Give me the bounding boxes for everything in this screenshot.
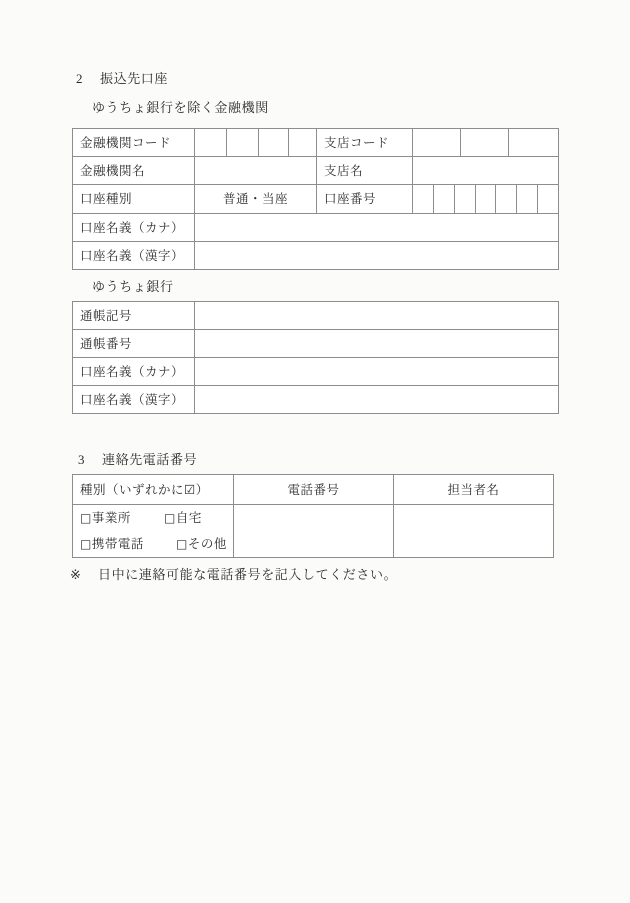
section-2-title: 振込先口座 [100, 71, 169, 86]
bank-account-table [72, 128, 559, 270]
checkbox-icon: □ [80, 511, 92, 525]
table-row [73, 505, 554, 558]
input-bank-code-3[interactable] [259, 129, 289, 157]
label-bank-name: 金融機関名 [73, 157, 195, 185]
input-account-number-4[interactable] [475, 185, 496, 213]
input-account-number-5[interactable] [496, 185, 517, 213]
note-mark-icon: ※ [70, 567, 82, 582]
header-person: 担当者名 [394, 475, 554, 505]
section-3-number: 3 [78, 452, 86, 467]
input-account-number-1[interactable] [413, 185, 434, 213]
input-jp-account-holder-kanji[interactable] [195, 386, 559, 414]
input-account-number-2[interactable] [434, 185, 455, 213]
input-passbook-symbol[interactable] [195, 302, 559, 330]
input-passbook-number[interactable] [195, 330, 559, 358]
kind-options-cell [73, 505, 234, 558]
input-branch-code-1[interactable] [413, 129, 461, 157]
label-passbook-symbol: 通帳記号 [73, 302, 195, 330]
table-row [73, 330, 559, 358]
header-phone: 電話番号 [234, 475, 394, 505]
input-account-number-7[interactable] [537, 185, 558, 213]
input-branch-code-3[interactable] [509, 129, 559, 157]
label-account-holder-kana: 口座名義（カナ） [73, 214, 195, 242]
table-row [73, 129, 559, 157]
input-account-holder-kana[interactable] [195, 214, 559, 242]
checkbox-icon: □ [176, 537, 188, 551]
checkbox-option-home[interactable] [164, 505, 202, 531]
input-phone-number[interactable] [234, 505, 394, 558]
contact-phone-table [72, 474, 554, 558]
input-account-number-6[interactable] [517, 185, 538, 213]
input-bank-name[interactable] [195, 157, 317, 185]
label-jp-account-holder-kanji: 口座名義（漢字） [73, 386, 195, 414]
checkbox-icon: □ [164, 511, 176, 525]
input-bank-code-1[interactable] [195, 129, 227, 157]
section-2-number: 2 [76, 71, 84, 86]
section-3-heading [78, 451, 197, 469]
checkbox-option-office[interactable] [80, 505, 164, 531]
input-account-number-3[interactable] [454, 185, 475, 213]
label-branch-name: 支店名 [317, 157, 413, 185]
table-row [73, 157, 559, 185]
kind-options-row-1 [80, 505, 233, 531]
table-row [73, 214, 559, 242]
input-branch-code-2[interactable] [461, 129, 509, 157]
table-row [73, 302, 559, 330]
checkbox-label-other: その他 [187, 537, 227, 551]
checkbox-option-other[interactable] [176, 531, 227, 557]
kind-options-row-2 [80, 531, 233, 557]
contact-note [70, 566, 397, 584]
bank-subtitle: ゆうちょ銀行を除く金融機関 [92, 100, 269, 115]
checkbox-label-office: 事業所 [91, 511, 131, 525]
note-text: 日中に連絡可能な電話番号を記入してください。 [98, 567, 398, 582]
japan-post-bank-table [72, 301, 559, 414]
label-account-holder-kanji: 口座名義（漢字） [73, 242, 195, 270]
table-header-row [73, 475, 554, 505]
label-bank-code: 金融機関コード [73, 129, 195, 157]
header-kind: 種別（いずれかに☑） [73, 475, 234, 505]
label-jp-account-holder-kana: 口座名義（カナ） [73, 358, 195, 386]
jp-bank-subtitle: ゆうちょ銀行 [92, 279, 174, 294]
value-account-type[interactable]: 普通・当座 [195, 185, 317, 214]
label-branch-code: 支店コード [317, 129, 413, 157]
table-row [73, 386, 559, 414]
input-jp-account-holder-kana[interactable] [195, 358, 559, 386]
input-account-holder-kanji[interactable] [195, 242, 559, 270]
checkbox-icon: □ [80, 537, 92, 551]
label-account-number: 口座番号 [317, 185, 413, 214]
label-passbook-number: 通帳番号 [73, 330, 195, 358]
checkbox-label-home: 自宅 [175, 511, 202, 525]
section-3-title: 連絡先電話番号 [102, 452, 198, 467]
table-row [73, 358, 559, 386]
input-person-in-charge[interactable] [394, 505, 554, 558]
label-account-type: 口座種別 [73, 185, 195, 214]
section-2-heading [76, 70, 168, 88]
checkbox-option-mobile[interactable] [80, 531, 176, 557]
input-bank-code-2[interactable] [227, 129, 259, 157]
input-bank-code-4[interactable] [289, 129, 317, 157]
account-number-cells [413, 185, 559, 214]
input-branch-name[interactable] [413, 157, 559, 185]
checkbox-label-mobile: 携帯電話 [91, 537, 144, 551]
table-row [73, 242, 559, 270]
table-row [73, 185, 559, 214]
